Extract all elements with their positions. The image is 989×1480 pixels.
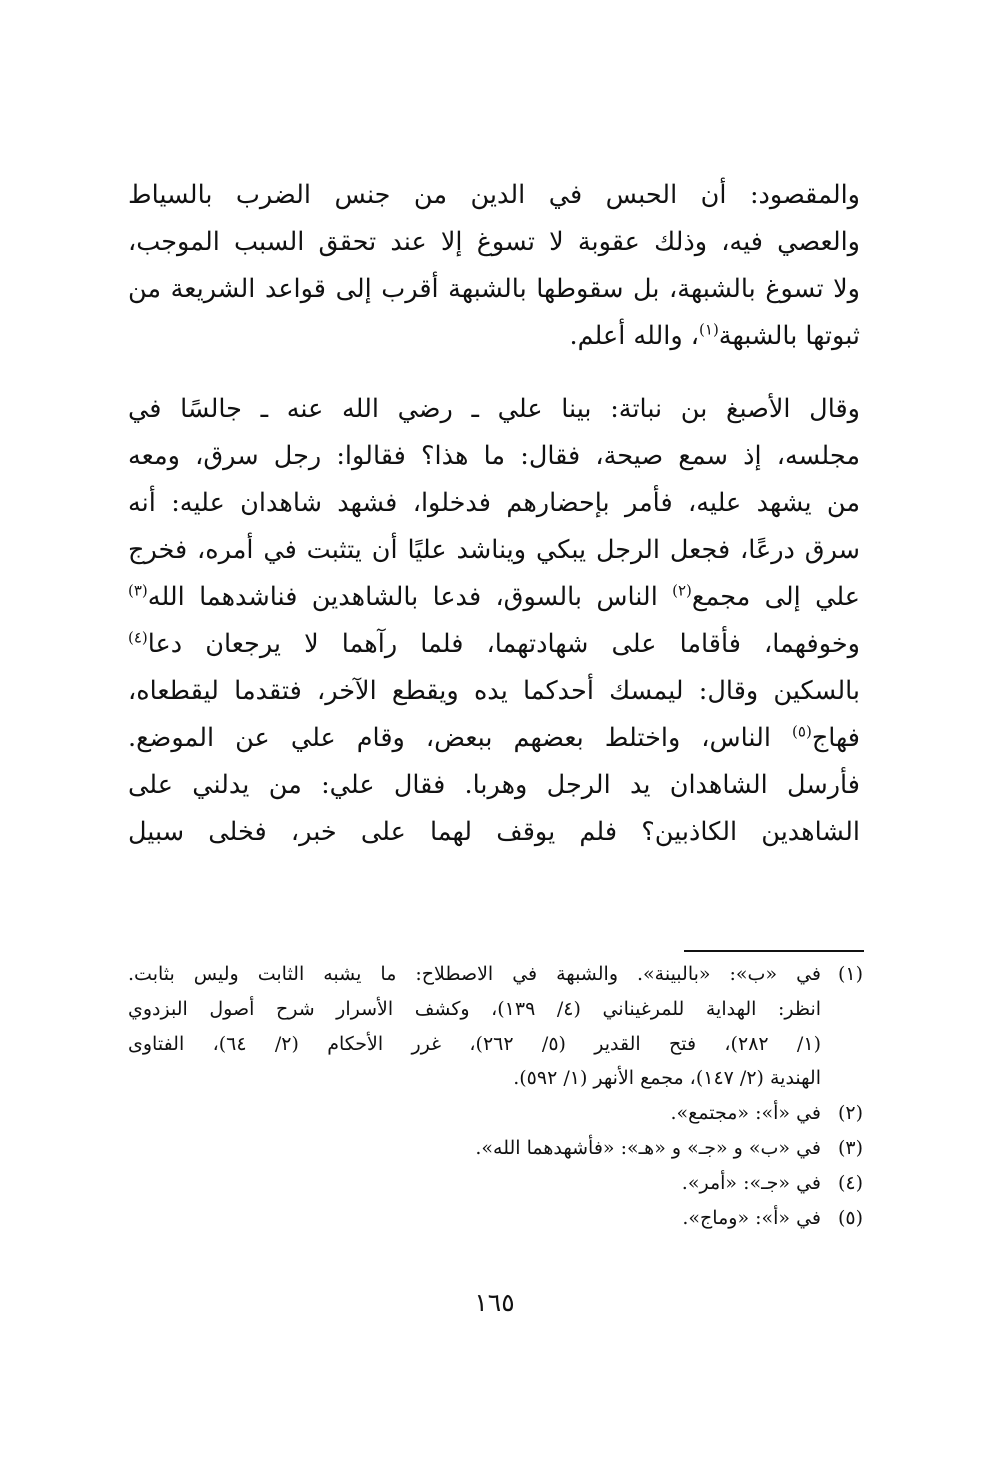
footnote-number: (٢) <box>837 1102 863 1125</box>
footnote-text <box>128 957 821 1096</box>
footnote-line: في «أ»: «وماج». <box>682 1206 821 1229</box>
footnote-ref[interactable]: (٥) <box>792 722 812 741</box>
footnote-text <box>128 1096 821 1131</box>
text-line: والعصي فيه، وذلك عقوبة لا تسوغ إلا عند تحقق السبب الموجب، <box>128 227 860 257</box>
footnote-text <box>128 1201 821 1236</box>
text-line: بالسكين وقال: ليمسك أحدكما يده ويقطع الآخر، فتقدما ليقطعاه، <box>128 676 860 706</box>
footnote-line: في «أ»: «مجتمع». <box>670 1102 821 1125</box>
text-segment: علي إلى مجمع <box>691 582 861 612</box>
footnote-4 <box>128 1166 863 1201</box>
footnote-2 <box>128 1096 863 1131</box>
text-line: وقال الأصبغ بن نباتة: بينا علي ـ رضي الله عنه ـ جالسًا في <box>128 394 860 424</box>
text-segment: الناس، واختلط بعضهم ببعض، وقام علي عن الموضع. <box>128 723 793 753</box>
paragraph-1 <box>128 172 860 360</box>
footnote-number: (١) <box>837 963 863 985</box>
footnote-text <box>128 1166 821 1201</box>
footnote-line: الهندية (٢/ ١٤٧)، مجمع الأنهر (١/ ٥٩٢). <box>513 1067 821 1090</box>
text-segment: ثبوتها بالشبهة <box>718 321 860 351</box>
page-number: ١٦٥ <box>474 1288 515 1317</box>
footnote-5 <box>128 1201 863 1236</box>
text-segment: ، والله أعلم. <box>569 321 700 351</box>
footnote-line: (١/ ٢٨٢)، فتح القدير (٥/ ٢٦٢)، غرر الأحكام (٢/ ٦٤)، الفتاوى <box>128 1032 821 1055</box>
text-segment: الناس بالسوق، فدعا بالشاهدين فناشدهما الله <box>147 582 673 612</box>
footnote-line: انظر: الهداية للمرغيناني (٤/ ١٣٩)، وكشف الأسرار شرح أصول البزدوي <box>128 997 822 1020</box>
main-text <box>128 172 860 856</box>
text-line: من يشهد عليه، فأمر بإحضارهم فدخلوا، فشهد شاهدان عليه: أنه <box>128 488 860 518</box>
text-segment: فهاج <box>811 723 860 753</box>
text-line <box>128 574 860 621</box>
paragraph-2 <box>128 386 860 856</box>
text-line <box>128 715 860 762</box>
text-line <box>128 313 860 360</box>
footnote-3 <box>128 1131 863 1166</box>
text-line: سرق درعًا، فجعل الرجل يبكي ويناشد عليًا أن يتثبت في أمره، فخرج <box>128 535 860 565</box>
footnote-ref[interactable]: (١) <box>699 320 719 339</box>
footnote-number: (٣) <box>837 1136 863 1159</box>
footnote-ref[interactable]: (٤) <box>128 628 148 647</box>
footnote-separator <box>684 950 864 952</box>
footnote-number: (٤) <box>837 1171 863 1194</box>
text-line: الشاهدين الكاذبين؟ فلم يوقف لهما على خبر، فخلى سبيل <box>128 817 860 847</box>
footnote-line: في «ب»: «بالبينة». والشبهة في الاصطلاح: ما يشبه الثابت وليس بثابت. <box>128 963 821 985</box>
footnote-text <box>128 1131 821 1166</box>
text-line: والمقصود: أن الحبس في الدين من جنس الضرب بالسياط <box>128 180 860 210</box>
text-line <box>128 621 860 668</box>
footnotes <box>128 957 863 1235</box>
text-line: فأرسل الشاهدان يد الرجل وهربا. فقال علي: من يدلني على <box>128 770 860 800</box>
footnote-1 <box>128 957 863 1096</box>
footnote-ref[interactable]: (٢) <box>672 581 692 600</box>
footnote-number: (٥) <box>837 1206 863 1229</box>
footnote-ref[interactable]: (٣) <box>128 581 148 600</box>
text-segment: وخوفهما، فأقاما على شهادتهما، فلما رآهما لا يرجعان دعا <box>147 629 860 659</box>
text-line: مجلسه، إذ سمع صيحة، فقال: ما هذا؟ فقالوا: رجل سرق، ومعه <box>128 441 860 471</box>
footnote-line: في «ب» و «جـ» و «هـ»: «فأشهدهما الله». <box>475 1136 821 1159</box>
footnote-line: في «جـ»: «أمر». <box>681 1171 821 1194</box>
text-line: ولا تسوغ بالشبهة، بل سقوطها بالشبهة أقرب إلى قواعد الشريعة من <box>128 274 860 304</box>
